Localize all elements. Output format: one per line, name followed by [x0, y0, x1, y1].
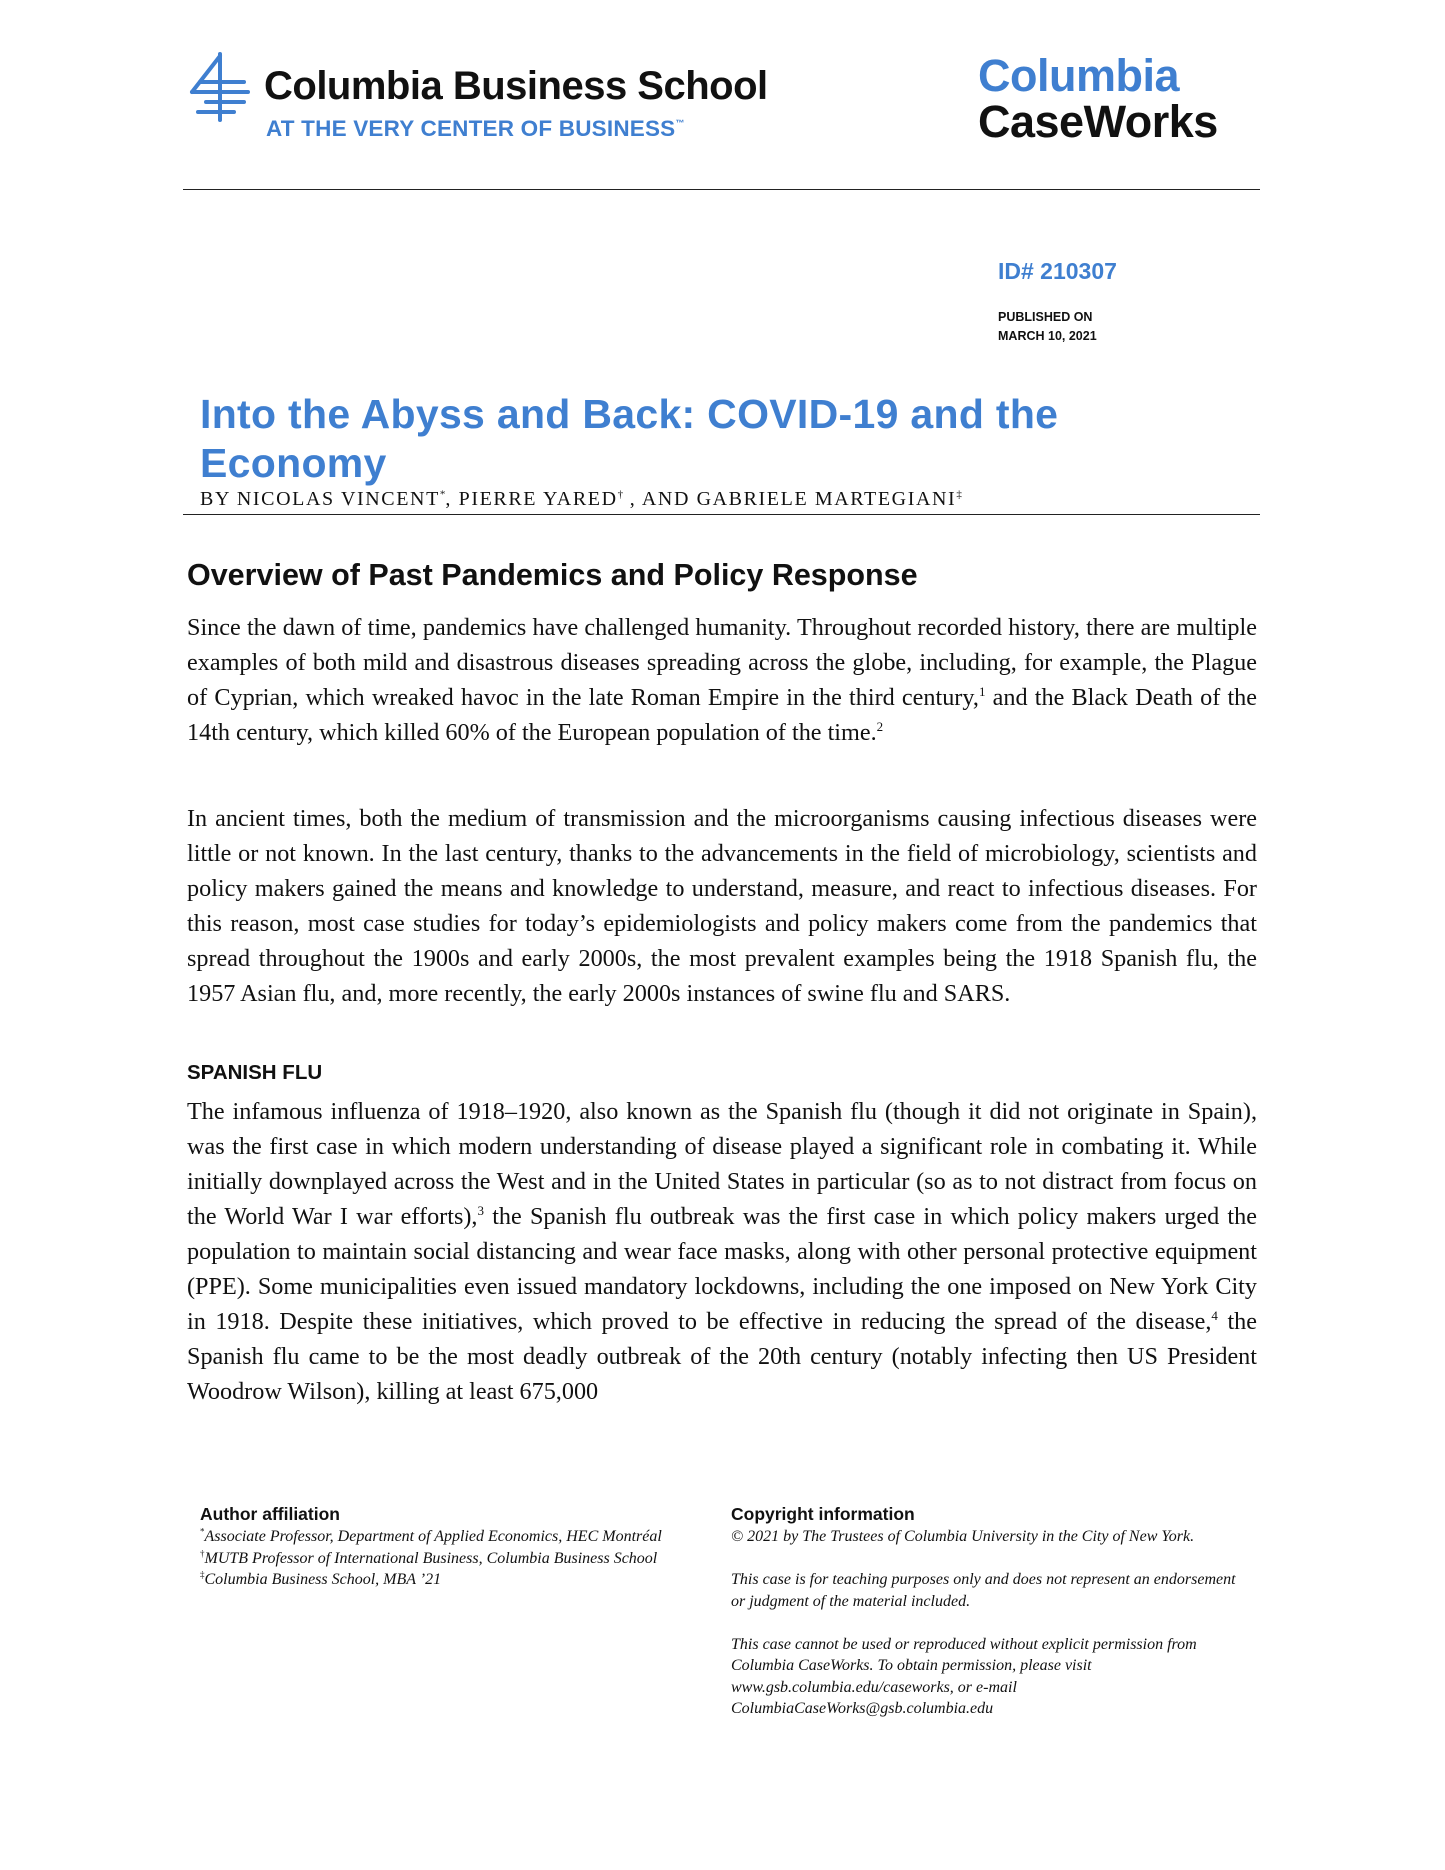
affiliation-2: †MUTB Professor of International Business, Columbia Business School	[200, 1548, 658, 1567]
author-line: BY NICOLAS VINCENT*, PIERRE YARED† , AND GABRIELE MARTEGIANI‡	[200, 488, 962, 510]
copyright-text: © 2021 by The Trustees of Columbia University in the City of New York.	[731, 1528, 1195, 1545]
footnote-ref-1[interactable]: 1	[978, 683, 986, 699]
published-label: PUBLISHED ON	[998, 310, 1093, 324]
paragraph-1: Since the dawn of time, pandemics have challenged humanity. Throughout recorded history, there are multiple examples of both mild and disastrous diseases spreading across the globe, including, for example, the Plague of Cyprian, which wreaked havoc in the late Roman Empire in the third century,$^1$ and the Black Death of the 14th century, which killed 60% of the European population of the time.$^2$	[187, 614, 1257, 746]
author-affiliation	[200, 1504, 700, 1591]
section-heading: Overview of Past Pandemics and Policy Response	[187, 558, 918, 592]
teaching-note: This case is for teaching purposes only and does not represent an endorsement or judgment of the material included.	[731, 1571, 1236, 1610]
header-divider	[183, 189, 1260, 190]
caseworks-line1: Columbia	[978, 50, 1180, 101]
published-date: MARCH 10, 2021	[998, 329, 1097, 343]
caseworks-line2: CaseWorks	[978, 96, 1218, 147]
columbia-business-school-logo	[186, 52, 806, 152]
author-divider	[183, 514, 1260, 515]
paragraph-3: The infamous influenza of 1918–1920, also known as the Spanish flu (though it did not originate in Spain), was the first case in which modern understanding of disease played a significant role in combating it. While initially downplayed across the West and in the United States in particular (so as to not distract from focus on the World War I war efforts),$^3$ the Spanish flu outbreak was the first case in which policy makers urged the population to maintain social distancing and wear face masks, along with other personal protective equipment (PPE). Some municipalities even issued mandatory lockdowns, including the one imposed on New York City in 1918. Despite these initiatives, which proved to be effective in reducing the spread of the disease,$^4$ the Spanish flu came to be the most deadly outbreak of the 20th century (notably infecting then US President Woodrow Wilson), killing at least 675,000	[187, 1098, 1257, 1405]
permission-note: This case cannot be used or reproduced without explicit permission from Columbia CaseWorks. To obtain permission, please visit www.gsb.columbia.edu/caseworks, or e-mail ColumbiaCaseWorks@gsb.columbia.edu	[731, 1635, 1197, 1717]
school-name: Columbia Business School	[264, 64, 768, 108]
affiliation-heading: Author affiliation	[200, 1504, 340, 1524]
paragraph-2: In ancient times, both the medium of transmission and the microorganisms causing infectious diseases were little or not known. In the last century, thanks to the advancements in the field of microbiology, scientists and policy makers gained the means and knowledge to understand, measure, and react to infectious diseases. For this reason, most case studies for today’s epidemiologists and policy makers come from the pandemics that spread throughout the 1900s and early 2000s, the most prevalent examples being the 1918 Spanish flu, the 1957 Asian flu, and, more recently, the early 2000s instances of swine flu and SARS.	[187, 805, 1257, 1007]
subsection-heading: SPANISH FLU	[187, 1061, 323, 1084]
case-title: Into the Abyss and Back: COVID-19 and the Economy	[200, 391, 1059, 486]
copyright-information	[731, 1504, 1251, 1720]
footnote-ref-2[interactable]: 2	[876, 718, 884, 734]
footnote-ref-4[interactable]: 4	[1211, 1307, 1218, 1323]
crown-icon	[186, 52, 252, 122]
copyright-heading: Copyright information	[731, 1504, 915, 1524]
case-id: ID# 210307	[998, 258, 1117, 284]
footnote-ref-3[interactable]: 3	[477, 1202, 484, 1218]
school-tagline: AT THE VERY CENTER OF BUSINESS™	[266, 116, 685, 141]
affiliation-1: *Associate Professor, Department of Applied Economics, HEC Montréal	[200, 1526, 662, 1545]
affiliation-3: ‡Columbia Business School, MBA ’21	[200, 1569, 442, 1588]
columbia-caseworks-logo	[978, 52, 1238, 152]
